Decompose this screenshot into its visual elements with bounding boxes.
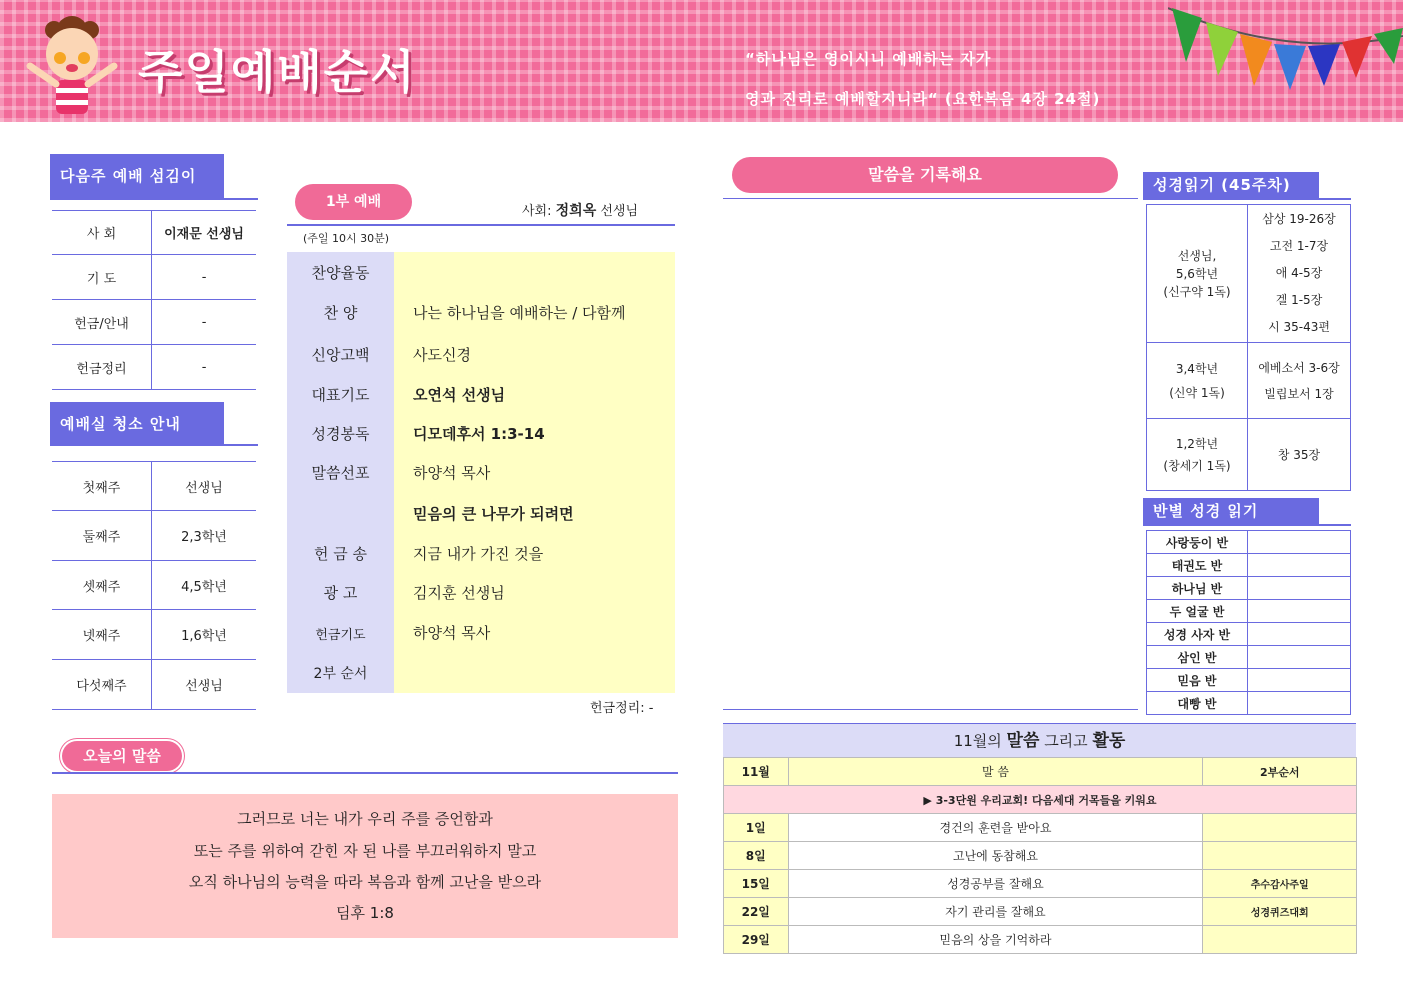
table-row <box>52 300 256 345</box>
class-name: 삼인 반 <box>1147 646 1248 669</box>
reading-item: 시 35-43편 <box>1268 320 1330 334</box>
reading-item: 고전 1-7장 <box>1269 239 1329 253</box>
cleaning-table <box>52 461 256 710</box>
who-cell: 선생님 <box>151 660 256 710</box>
notes-top-line <box>723 198 1138 199</box>
person-cell: - <box>152 345 256 390</box>
reading-item: 겔 1-5장 <box>1275 293 1323 307</box>
bible-reading-underline <box>1143 198 1351 200</box>
order-label: 찬 양 <box>323 304 358 322</box>
table-row <box>52 462 256 511</box>
order-value: 하양석 목사 <box>413 464 491 482</box>
reader-line: (창세기 1독) <box>1163 458 1231 473</box>
table-row <box>1147 577 1351 600</box>
theme-row <box>724 786 1357 814</box>
table-row <box>1147 531 1351 554</box>
theme-verse-line-2: 영과 진리로 예배할지니라“ (요한복음 4장 24절) <box>745 90 1101 108</box>
order-value: 하양석 목사 <box>413 624 491 642</box>
word-reference: 딤후 1:8 <box>336 904 394 922</box>
order-value: 사도신경 <box>413 346 471 364</box>
class-name: 믿음 반 <box>1147 669 1248 692</box>
class-name: 태권도 반 <box>1147 554 1248 577</box>
readings-cell <box>1248 343 1351 419</box>
bible-reading-heading: 성경읽기 (45주차) <box>1143 172 1319 198</box>
first-service-pill: 1부 예배 <box>295 184 412 220</box>
order-label: 찬양율동 <box>311 264 370 282</box>
table-row <box>1147 554 1351 577</box>
order-value: 김지훈 선생님 <box>413 584 505 602</box>
role-cell: 기 도 <box>52 255 152 300</box>
table-row <box>52 660 256 710</box>
bible-reading-table <box>1146 204 1351 491</box>
person-cell: - <box>152 300 256 345</box>
order-label: 광 고 <box>323 584 358 602</box>
notes-pill: 말씀을 기록해요 <box>732 157 1118 193</box>
next-service-table <box>52 210 256 390</box>
order-label: 2부 순서 <box>313 666 368 682</box>
order-underline <box>287 224 675 226</box>
table-row <box>724 814 1357 842</box>
class-name: 사랑둥이 반 <box>1147 531 1248 554</box>
order-label: 헌 금 송 <box>313 545 367 563</box>
host-info <box>522 200 638 220</box>
word-cell: 성경공부를 잘해요 <box>788 870 1203 898</box>
date-cell: 8일 <box>724 842 789 870</box>
reader-line: 선생님, <box>1177 248 1217 263</box>
who-cell: 2,3학년 <box>151 511 256 561</box>
order-value: 나는 하나님을 예배하는 / 다함께 <box>413 304 626 322</box>
reading-item: 애 4-5장 <box>1275 266 1323 280</box>
order-label: 신앙고백 <box>311 346 370 364</box>
reader-line: (신구약 1독) <box>1163 284 1231 299</box>
class-reading-input[interactable] <box>1248 577 1351 600</box>
week-cell: 둘째주 <box>52 511 151 561</box>
who-cell: 1,6학년 <box>151 610 256 660</box>
second-part-cell: 성경퀴즈대회 <box>1203 898 1357 926</box>
table-row <box>52 211 256 255</box>
reader-line: (신약 1독) <box>1169 385 1225 400</box>
order-label: 말씀선포 <box>311 464 370 482</box>
role-cell: 사 회 <box>52 211 152 255</box>
who-cell: 4,5학년 <box>151 561 256 610</box>
role-cell: 헌금/안내 <box>52 300 152 345</box>
november-title-bar <box>723 723 1356 758</box>
reading-item: 빌립보서 1장 <box>1264 386 1334 401</box>
host-label: 사회: <box>522 204 552 219</box>
table-row <box>724 842 1357 870</box>
host-name: 정희옥 <box>555 203 597 219</box>
reader-group-cell <box>1147 343 1248 419</box>
table-row <box>52 610 256 660</box>
class-name: 성경 사자 반 <box>1147 623 1248 646</box>
notes-area[interactable] <box>723 200 1138 708</box>
word-cell: 자기 관리를 잘해요 <box>788 898 1203 926</box>
november-title-word: 말씀 <box>1006 731 1040 751</box>
word-line: 그러므로 너는 내가 우리 주를 증언함과 <box>237 810 493 828</box>
reading-item: 창 35장 <box>1277 448 1321 462</box>
class-reading-input[interactable] <box>1248 600 1351 623</box>
week-cell: 넷째주 <box>52 610 151 660</box>
table-row <box>1147 600 1351 623</box>
table-row <box>1147 419 1351 491</box>
who-cell: 선생님 <box>151 462 256 511</box>
column-header: 2부순서 <box>1203 758 1357 786</box>
second-part-cell <box>1203 842 1357 870</box>
table-row <box>52 511 256 561</box>
class-reading-heading: 반별 성경 읽기 <box>1143 498 1319 524</box>
today-word-box <box>52 794 678 938</box>
class-reading-input[interactable] <box>1248 692 1351 715</box>
next-service-heading: 다음주 예배 섬김이 <box>50 154 224 198</box>
table-header-row <box>724 758 1357 786</box>
readings-cell <box>1248 205 1351 343</box>
table-row <box>1147 692 1351 715</box>
theme-verse-line-1: “하나님은 영이시니 예배하는 자가 <box>745 50 992 68</box>
order-label: 성경봉독 <box>311 425 370 443</box>
november-title-pre: 11월의 <box>953 732 1002 750</box>
table-row <box>724 870 1357 898</box>
table-row <box>1147 343 1351 419</box>
reader-line: 5,6학년 <box>1175 266 1219 281</box>
order-value: 지금 내가 가진 것을 <box>413 545 544 563</box>
today-word-pill: 오늘의 말씀 <box>62 741 182 771</box>
person-cell: - <box>152 255 256 300</box>
order-label: 대표기도 <box>311 386 370 404</box>
notes-bottom-line <box>723 709 1138 710</box>
date-cell: 22일 <box>724 898 789 926</box>
column-header: 말 씀 <box>788 758 1203 786</box>
november-table <box>723 757 1357 954</box>
reader-line: 1,2학년 <box>1175 436 1219 451</box>
second-part-cell: 추수감사주일 <box>1203 870 1357 898</box>
sermon-title: 믿음의 큰 나무가 되려면 <box>413 505 574 523</box>
column-header: 11월 <box>724 758 789 786</box>
order-value: 오연석 선생님 <box>413 386 506 404</box>
page-title: 주일예배순서 <box>138 45 417 99</box>
service-time: (주일 10시 30분) <box>303 232 390 245</box>
class-reading-table <box>1146 530 1351 715</box>
reader-group-cell <box>1147 205 1248 343</box>
table-row <box>1147 205 1351 343</box>
reader-group-cell <box>1147 419 1248 491</box>
readings-cell <box>1248 419 1351 491</box>
word-cell: 고난에 동참해요 <box>788 842 1203 870</box>
today-word-underline <box>52 772 678 774</box>
reader-line: 3,4학년 <box>1175 361 1219 376</box>
table-row <box>52 255 256 300</box>
person-cell: 이재문 선생님 <box>152 211 256 255</box>
reading-item: 에베소서 3-6장 <box>1258 360 1340 375</box>
class-name: 두 얼굴 반 <box>1147 600 1248 623</box>
class-reading-input[interactable] <box>1248 646 1351 669</box>
cleaning-heading: 예배실 청소 안내 <box>50 402 224 446</box>
offering-note: 헌금정리: - <box>590 701 654 716</box>
table-row <box>52 345 256 390</box>
host-suffix: 선생님 <box>600 204 639 219</box>
class-reading-input[interactable] <box>1248 554 1351 577</box>
role-cell: 헌금정리 <box>52 345 152 390</box>
week-cell: 다섯째주 <box>52 660 151 710</box>
class-name: 하나님 반 <box>1147 577 1248 600</box>
date-cell: 29일 <box>724 926 789 954</box>
table-row <box>724 926 1357 954</box>
november-title-mid: 그리고 <box>1044 732 1088 750</box>
class-reading-input[interactable] <box>1248 531 1351 554</box>
date-cell: 15일 <box>724 870 789 898</box>
class-reading-underline <box>1143 524 1351 526</box>
table-row <box>1147 623 1351 646</box>
table-row <box>1147 646 1351 669</box>
bunting-flags-decoration <box>1168 0 1403 100</box>
table-row <box>724 898 1357 926</box>
word-cell: 믿음의 상을 기억하라 <box>788 926 1203 954</box>
class-reading-input[interactable] <box>1248 669 1351 692</box>
cleaning-underline <box>50 444 258 446</box>
table-row <box>1147 669 1351 692</box>
second-part-cell <box>1203 814 1357 842</box>
second-part-cell <box>1203 926 1357 954</box>
order-label: 헌금기도 <box>315 628 366 643</box>
mascot-girl-illustration <box>16 10 128 122</box>
order-value: 디모데후서 1:3-14 <box>413 425 545 443</box>
week-cell: 첫째주 <box>52 462 151 511</box>
unit-theme: ▶ 3-3단원 우리교회! 다음세대 거목들을 키워요 <box>724 786 1357 814</box>
word-line: 또는 주를 위하여 갇힌 자 된 나를 부끄러워하지 말고 <box>193 842 537 860</box>
word-cell: 경건의 훈련을 받아요 <box>788 814 1203 842</box>
date-cell: 1일 <box>724 814 789 842</box>
next-service-underline <box>50 198 258 200</box>
november-title-activity: 활동 <box>1092 731 1126 751</box>
class-reading-input[interactable] <box>1248 623 1351 646</box>
table-row <box>52 561 256 610</box>
word-line: 오직 하나님의 능력을 따라 복음과 함께 고난을 받으라 <box>188 873 542 891</box>
class-name: 대빵 반 <box>1147 692 1248 715</box>
week-cell: 셋째주 <box>52 561 151 610</box>
reading-item: 삼상 19-26장 <box>1262 212 1336 226</box>
